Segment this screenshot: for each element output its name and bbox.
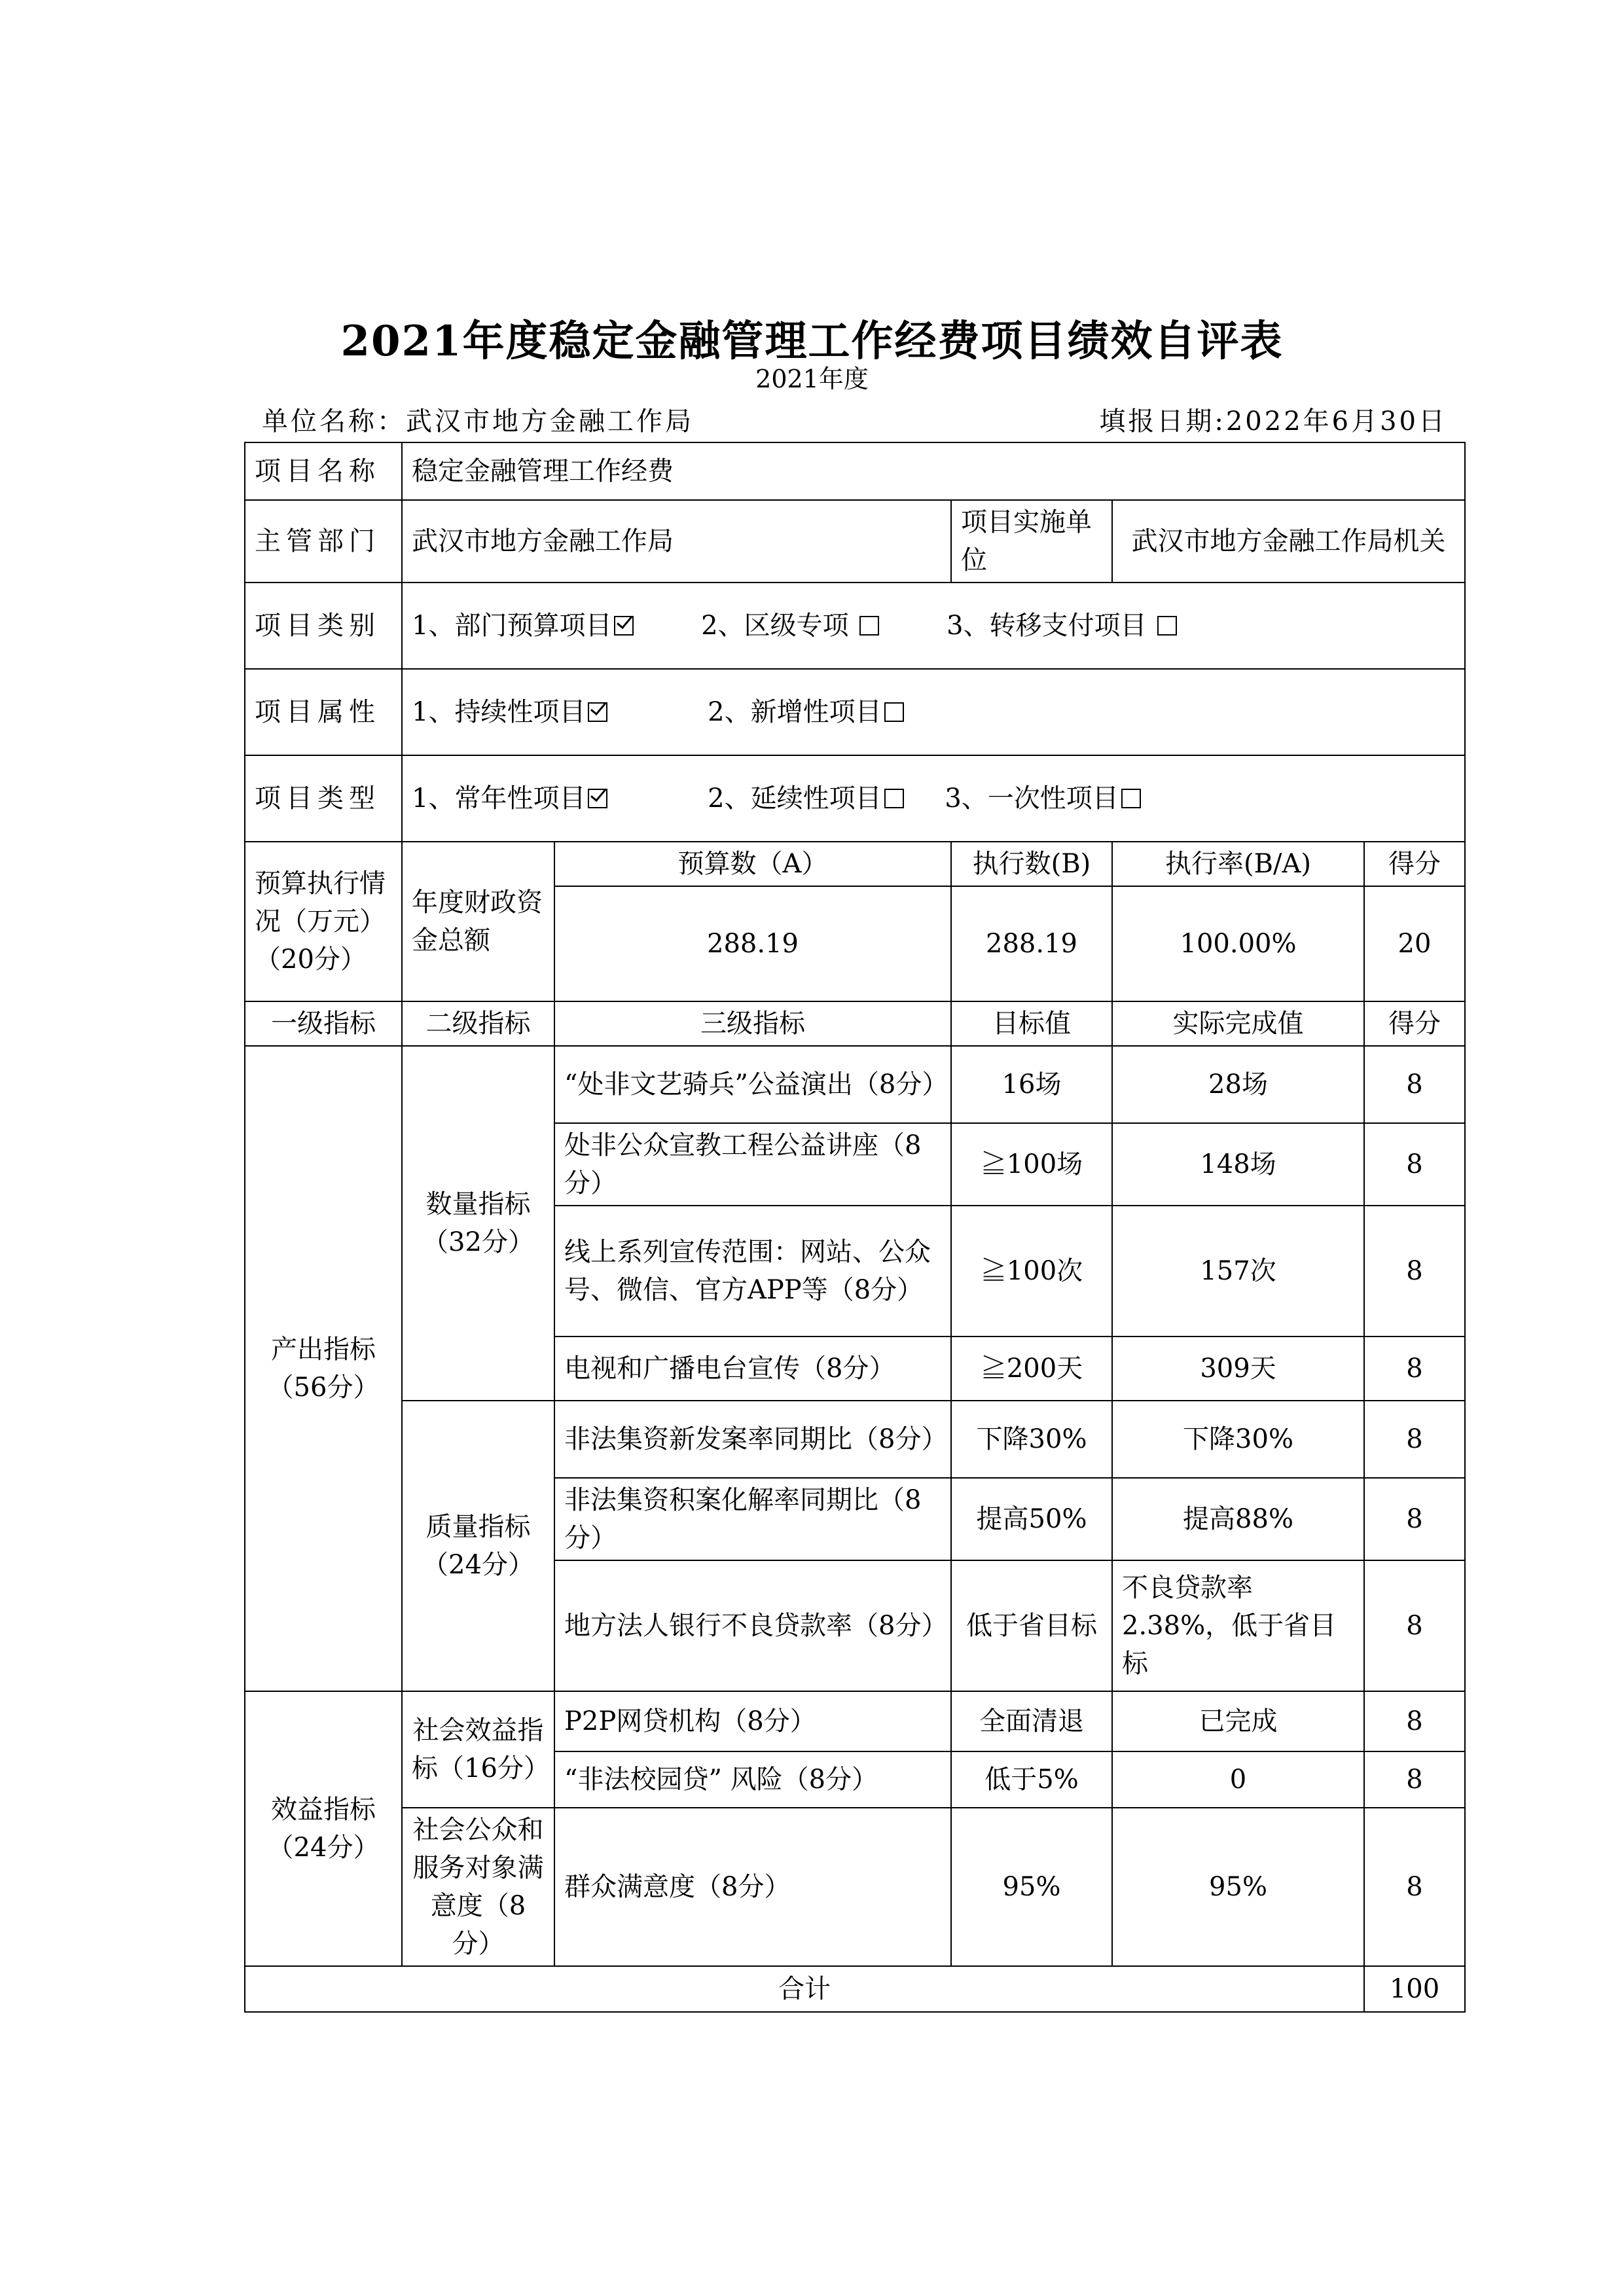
indicator-name: P2P网贷机构（8分）: [554, 1691, 951, 1751]
table-row: [245, 1808, 1465, 1966]
execution-rate: 100.00%: [1112, 886, 1364, 1001]
dept-label: 主管部门: [245, 500, 402, 583]
satisfaction-label: 社会公众和服务对象满意度（8分）: [402, 1808, 554, 1966]
fill-date: 填报日期:2022年6月30日: [1099, 406, 1447, 437]
indicator-actual: 95%: [1112, 1808, 1364, 1966]
header-target: 目标值: [951, 1001, 1112, 1046]
budget-header-b: 执行数(B): [951, 842, 1112, 886]
header-level2: 二级指标: [402, 1001, 554, 1046]
indicator-name: 群众满意度（8分）: [554, 1808, 951, 1966]
indicator-name: 非法集资新发案率同期比（8分）: [554, 1401, 951, 1478]
attribute-option-1: 1、持续性项目: [412, 697, 586, 727]
checkbox-checked-icon: [588, 789, 607, 808]
category-option-2: 2、区级专项: [701, 611, 849, 641]
type-option-1: 1、常年性项目: [412, 783, 586, 814]
indicator-target: 低于5%: [951, 1751, 1112, 1808]
indicator-actual: 已完成: [1112, 1691, 1364, 1751]
budget-header-score: 得分: [1364, 842, 1465, 886]
checkbox-checked-icon: [588, 702, 607, 722]
indicator-name: 处非公众宣教工程公益讲座（8分）: [554, 1123, 951, 1206]
indicator-score: 8: [1364, 1691, 1465, 1751]
benefit-label: 效益指标（24分）: [245, 1691, 402, 1966]
table-row: [245, 1691, 1465, 1751]
page-subtitle: 2021年度: [755, 365, 869, 393]
attribute-options: [402, 669, 1465, 755]
type-options: [402, 755, 1465, 842]
row-indicator-header: [245, 1001, 1465, 1046]
indicator-score: 8: [1364, 1123, 1465, 1206]
category-options: [402, 583, 1465, 669]
output-label: 产出指标（56分）: [245, 1046, 402, 1691]
indicator-target: 下降30%: [951, 1401, 1112, 1478]
category-label: 项目类别: [245, 583, 402, 669]
indicator-actual: 不良贷款率2.38%，低于省目标: [1112, 1560, 1364, 1691]
indicator-actual: 148场: [1112, 1123, 1364, 1206]
indicator-score: 8: [1364, 1401, 1465, 1478]
impl-value: 武汉市地方金融工作局机关: [1112, 500, 1465, 583]
header-actual: 实际完成值: [1112, 1001, 1364, 1046]
indicator-score: 8: [1364, 1808, 1465, 1966]
row-attribute: [245, 669, 1465, 755]
checkbox-empty-icon: [884, 702, 904, 722]
project-name-label: 项目名称: [245, 442, 402, 500]
total-label: 合计: [245, 1966, 1364, 2012]
dept-value: 武汉市地方金融工作局: [402, 500, 951, 583]
category-option-3: 3、转移支付项目: [947, 611, 1147, 641]
checkbox-checked-icon: [614, 616, 634, 636]
checkbox-empty-icon: [859, 616, 879, 636]
impl-label: 项目实施单位: [951, 500, 1112, 583]
indicator-target: 提高50%: [951, 1478, 1112, 1560]
type-option-2: 2、延续性项目: [708, 783, 882, 814]
indicator-actual: 157次: [1112, 1206, 1364, 1336]
row-type: [245, 755, 1465, 842]
page-title: 2021年度稳定金融管理工作经费项目绩效自评表: [340, 317, 1284, 366]
indicator-name: 地方法人银行不良贷款率（8分）: [554, 1560, 951, 1691]
indicator-score: 8: [1364, 1046, 1465, 1123]
table-row: [245, 1401, 1465, 1478]
indicator-actual: 28场: [1112, 1046, 1364, 1123]
budget-score: 20: [1364, 886, 1465, 1001]
budget-label: 预算执行情况（万元）（20分）: [245, 842, 402, 1001]
quality-label: 质量指标（24分）: [402, 1401, 554, 1691]
table-row: [245, 1046, 1465, 1123]
indicator-actual: 0: [1112, 1751, 1364, 1808]
attribute-label: 项目属性: [245, 669, 402, 755]
indicator-name: 线上系列宣传范围：网站、公众号、微信、官方APP等（8分）: [554, 1206, 951, 1336]
attribute-option-2: 2、新增性项目: [708, 697, 882, 727]
type-option-3: 3、一次性项目: [945, 783, 1119, 814]
indicator-target: 95%: [951, 1808, 1112, 1966]
indicator-actual: 309天: [1112, 1336, 1364, 1401]
indicator-name: 电视和广播电台宣传（8分）: [554, 1336, 951, 1401]
indicator-name: “处非文艺骑兵”公益演出（8分）: [554, 1046, 951, 1123]
indicator-target: ≧100场: [951, 1123, 1112, 1206]
header-level1: 一级指标: [245, 1001, 402, 1046]
indicator-score: 8: [1364, 1560, 1465, 1691]
project-name-value: 稳定金融管理工作经费: [402, 442, 1465, 500]
checkbox-empty-icon: [1157, 616, 1177, 636]
indicator-actual: 下降30%: [1112, 1401, 1364, 1478]
row-budget-header: [245, 842, 1465, 886]
indicator-target: ≧200天: [951, 1336, 1112, 1401]
evaluation-table: [244, 442, 1466, 2013]
indicator-target: ≧100次: [951, 1206, 1112, 1336]
indicator-score: 8: [1364, 1751, 1465, 1808]
unit-name: 单位名称：武汉市地方金融工作局: [262, 406, 694, 437]
fund-label: 年度财政资金总额: [402, 842, 554, 1001]
budget-header-a: 预算数（A）: [554, 842, 951, 886]
row-project-name: [245, 442, 1465, 500]
checkbox-empty-icon: [884, 789, 904, 808]
category-option-1: 1、部门预算项目: [412, 611, 612, 641]
checkbox-empty-icon: [1121, 789, 1141, 808]
header-level3: 三级指标: [554, 1001, 951, 1046]
row-category: [245, 583, 1465, 669]
header-score: 得分: [1364, 1001, 1465, 1046]
row-dept: [245, 500, 1465, 583]
executed-value: 288.19: [951, 886, 1112, 1001]
indicator-target: 低于省目标: [951, 1560, 1112, 1691]
indicator-score: 8: [1364, 1336, 1465, 1401]
indicator-score: 8: [1364, 1206, 1465, 1336]
indicator-actual: 提高88%: [1112, 1478, 1364, 1560]
indicator-target: 16场: [951, 1046, 1112, 1123]
quantity-label: 数量指标（32分）: [402, 1046, 554, 1401]
indicator-name: 非法集资积案化解率同期比（8分）: [554, 1478, 951, 1560]
indicator-name: “非法校园贷” 风险（8分）: [554, 1751, 951, 1808]
total-score: 100: [1364, 1966, 1465, 2012]
indicator-target: 全面清退: [951, 1691, 1112, 1751]
budget-header-rate: 执行率(B/A): [1112, 842, 1364, 886]
indicator-score: 8: [1364, 1478, 1465, 1560]
social-label: 社会效益指标（16分）: [402, 1691, 554, 1808]
type-label: 项目类型: [245, 755, 402, 842]
row-total: [245, 1966, 1465, 2012]
budget-value: 288.19: [554, 886, 951, 1001]
